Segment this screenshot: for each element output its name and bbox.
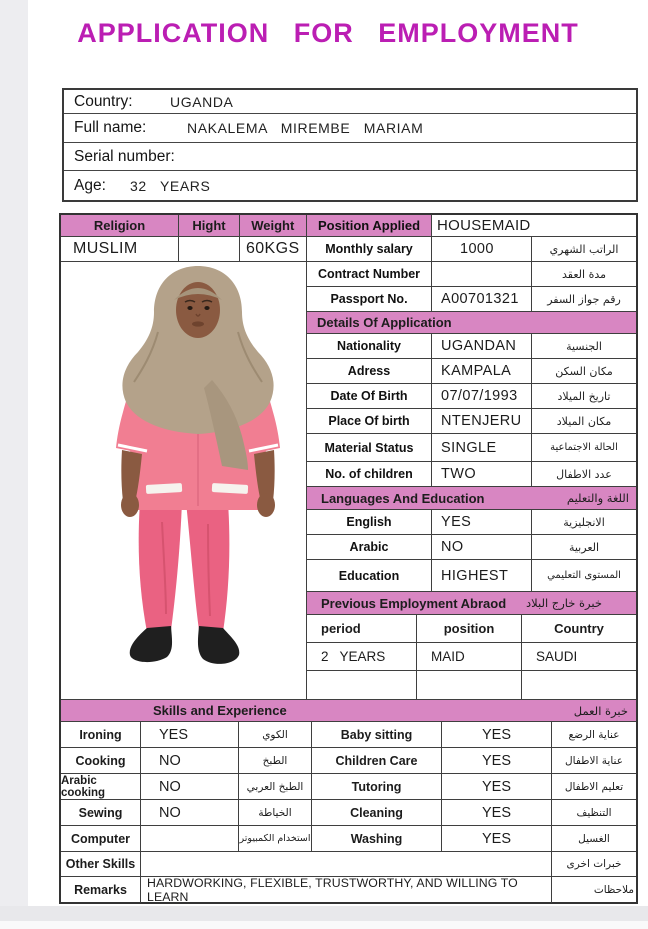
ironing-label: Ironing — [61, 722, 141, 748]
address-label: Adress — [307, 359, 432, 384]
languages-education-title: Languages And Education — [321, 490, 485, 506]
hight-value — [179, 237, 240, 262]
identity-table — [62, 88, 638, 202]
english-arabic: الانجليزية — [532, 510, 636, 535]
skills-title: Skills and Experience — [153, 703, 287, 718]
baby-sitting-label: Baby sitting — [312, 722, 442, 748]
table-row — [307, 215, 636, 237]
sewing-arabic: الخياطة — [239, 800, 312, 826]
bio-photo-region — [61, 215, 307, 699]
table-row — [61, 826, 636, 852]
english-label: English — [307, 510, 432, 535]
date-of-birth-label: Date Of Birth — [307, 384, 432, 409]
table-row — [307, 434, 636, 462]
arabic-cooking-value: NO — [141, 774, 239, 800]
table-row — [64, 170, 636, 200]
table-row — [307, 262, 636, 287]
ironing-arabic: الكوي — [239, 722, 312, 748]
table-row — [64, 90, 636, 113]
nationality-value: UGANDAN — [432, 334, 532, 359]
remarks-arabic: ملاحظات — [593, 884, 634, 896]
computer-arabic: استخدام الكمبيوتر — [239, 826, 312, 852]
table-row — [307, 334, 636, 359]
position-applied-label: Position Applied — [307, 215, 432, 237]
tutoring-arabic: تعليم الاطفال — [552, 774, 636, 800]
other-skills-value — [141, 852, 552, 877]
arabic-arabic: العربية — [532, 535, 636, 560]
arabic-cooking-label: Arabic cooking — [61, 774, 141, 800]
place-of-birth-arabic: مكان الميلاد — [532, 409, 636, 434]
period-column-header: period — [307, 615, 417, 643]
previous-employment-title: Previous Employment Abraod — [321, 595, 507, 611]
ironing-value: YES — [141, 722, 239, 748]
washing-label: Washing — [312, 826, 442, 852]
cleaning-arabic: التنظيف — [552, 800, 636, 826]
other-skills-arabic: خبرات اخرى — [552, 852, 636, 877]
table-row — [307, 671, 636, 699]
table-row — [307, 462, 636, 487]
washing-arabic: الغسيل — [552, 826, 636, 852]
employment-period-value: 2 YEARS — [307, 643, 417, 671]
arabic-label: Arabic — [307, 535, 432, 560]
age-value: 32 YEARS — [130, 177, 211, 194]
table-row — [307, 384, 636, 409]
cooking-arabic: الطبخ — [239, 748, 312, 774]
country-value: UGANDA — [170, 93, 234, 110]
employment-country-empty — [522, 671, 636, 699]
marital-status-arabic: الحالة الاجتماعية — [532, 434, 636, 462]
skills-region — [61, 699, 636, 902]
marital-status-label: Material Status — [307, 434, 432, 462]
baby-sitting-arabic: عناية الرضع — [552, 722, 636, 748]
passport-no-label: Passport No. — [307, 287, 432, 312]
applicant-photo — [62, 262, 306, 699]
country-column-header: Country — [522, 615, 636, 643]
english-value: YES — [432, 510, 532, 535]
no-of-children-label: No. of children — [307, 462, 432, 487]
children-care-value: YES — [442, 748, 552, 774]
washing-value: YES — [442, 826, 552, 852]
age-label: Age: — [74, 176, 106, 194]
scan-gutter-left — [0, 0, 28, 929]
serial-number-label: Serial number: — [74, 147, 175, 165]
cooking-label: Cooking — [61, 748, 141, 774]
page-title: APPLICATION FOR EMPLOYMENT — [77, 18, 579, 48]
education-arabic: المستوى التعليمي — [532, 560, 636, 592]
table-row — [307, 535, 636, 560]
table-row — [307, 643, 636, 671]
position-applied-value: HOUSEMAID — [432, 215, 636, 237]
address-arabic: مكان السكن — [532, 359, 636, 384]
languages-education-arabic: اللغة والتعليم — [566, 491, 629, 505]
country-label: Country: — [74, 92, 133, 110]
application-details-region — [307, 215, 636, 699]
address-value: KAMPALA — [432, 359, 532, 384]
place-of-birth-value: NTENJERU — [432, 409, 532, 434]
arabic-value: NO — [432, 535, 532, 560]
date-of-birth-arabic: تاريخ الميلاد — [532, 384, 636, 409]
table-row — [61, 852, 636, 877]
remarks-value: HARDWORKING, FLEXIBLE, TRUSTWORTHY, AND WILLING TO LEARN — [141, 877, 552, 903]
cleaning-value: YES — [442, 800, 552, 826]
tutoring-label: Tutoring — [312, 774, 442, 800]
computer-value — [141, 826, 239, 852]
religion-header: Religion — [61, 215, 179, 237]
table-row — [61, 800, 636, 826]
date-of-birth-value: 07/07/1993 — [432, 384, 532, 409]
weight-value: 60KGS — [240, 237, 306, 262]
applicant-photo-cell — [61, 262, 306, 699]
contract-number-label: Contract Number — [307, 262, 432, 287]
table-row — [61, 774, 636, 800]
monthly-salary-value: 1000 — [432, 237, 532, 262]
cooking-value: NO — [141, 748, 239, 774]
cleaning-label: Cleaning — [312, 800, 442, 826]
table-row — [61, 237, 306, 262]
contract-number-value — [432, 262, 532, 287]
table-row — [307, 287, 636, 312]
employment-country-value: SAUDI — [522, 643, 636, 671]
religion-value: MUSLIM — [61, 237, 179, 262]
full-name-value: NAKALEMA MIREMBE MARIAM — [187, 120, 424, 136]
arabic-cooking-arabic: الطبخ العربي — [239, 774, 312, 800]
main-form-table — [59, 213, 638, 904]
children-care-label: Children Care — [312, 748, 442, 774]
table-row — [61, 877, 636, 903]
sewing-label: Sewing — [61, 800, 141, 826]
table-row — [307, 560, 636, 592]
previous-employment-header — [307, 592, 636, 615]
scan-edge-bottom — [0, 921, 648, 929]
full-name-label: Full name: — [74, 119, 147, 136]
table-row — [307, 409, 636, 434]
previous-employment-arabic: خبرة خارج البلاد — [525, 596, 602, 610]
skills-header — [61, 700, 636, 722]
scan-gutter-bottom — [0, 906, 648, 921]
tutoring-value: YES — [442, 774, 552, 800]
table-row — [307, 615, 636, 643]
skills-arabic: خبرة العمل — [573, 703, 628, 718]
monthly-salary-label: Monthly salary — [307, 237, 432, 262]
table-row — [307, 237, 636, 262]
employment-position-value: MAID — [417, 643, 522, 671]
sewing-value: NO — [141, 800, 239, 826]
education-label: Education — [307, 560, 432, 592]
nationality-arabic: الجنسية — [532, 334, 636, 359]
computer-label: Computer — [61, 826, 141, 852]
table-row — [61, 215, 306, 237]
weight-header: Weight — [240, 215, 306, 237]
table-row — [307, 359, 636, 384]
contract-number-arabic: مدة العقد — [532, 262, 636, 287]
nationality-label: Nationality — [307, 334, 432, 359]
other-skills-label: Other Skills — [61, 852, 141, 877]
education-value: HIGHEST — [432, 560, 532, 592]
table-row — [61, 722, 636, 748]
position-column-header: position — [417, 615, 522, 643]
baby-sitting-value: YES — [442, 722, 552, 748]
marital-status-value: SINGLE — [432, 434, 532, 462]
table-row — [307, 510, 636, 535]
children-care-arabic: عناية الاطفال — [552, 748, 636, 774]
table-row — [64, 113, 636, 142]
passport-no-arabic: رقم جواز السفر — [532, 287, 636, 312]
passport-no-value: A00701321 — [432, 287, 532, 312]
details-of-application-header: Details Of Application — [307, 312, 636, 334]
remarks-label: Remarks — [61, 877, 141, 903]
table-row — [64, 142, 636, 170]
languages-education-header — [307, 487, 636, 510]
table-row — [61, 748, 636, 774]
hight-header: Hight — [179, 215, 240, 237]
monthly-salary-arabic: الراتب الشهري — [532, 237, 636, 262]
place-of-birth-label: Place Of birth — [307, 409, 432, 434]
employment-position-empty — [417, 671, 522, 699]
no-of-children-value: TWO — [432, 462, 532, 487]
no-of-children-arabic: عدد الاطفال — [532, 462, 636, 487]
employment-period-empty — [307, 671, 417, 699]
